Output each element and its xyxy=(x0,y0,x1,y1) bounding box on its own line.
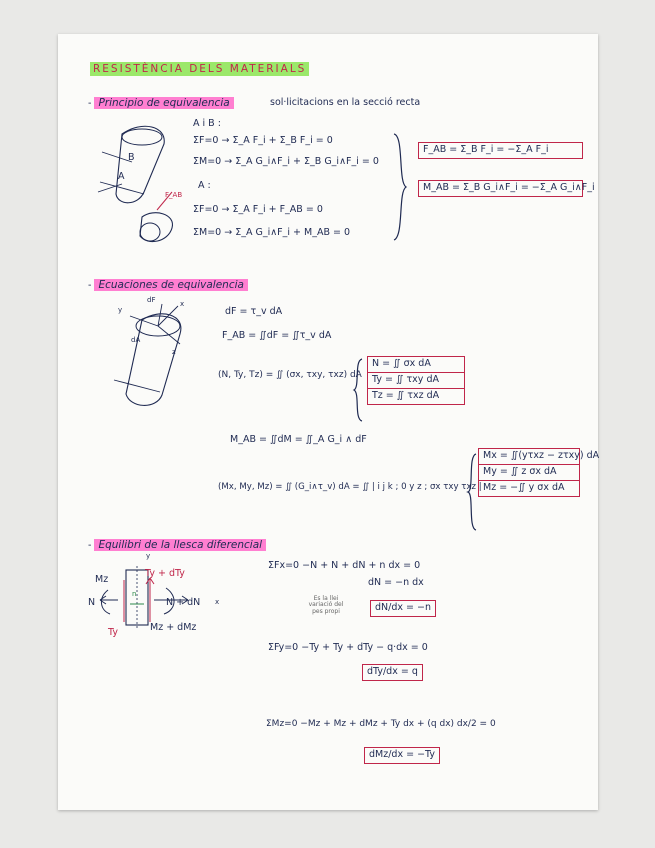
label-N-left: N xyxy=(88,597,96,608)
eq-MAB: M_AB = ∬dM = ∬_A G_i ∧ dF xyxy=(230,434,367,445)
label-dF: dF xyxy=(147,296,156,304)
section-2-heading: Ecuaciones de equivalencia xyxy=(94,279,248,291)
result-dTy-dx: dTy/dx = q xyxy=(362,664,423,681)
result-Ty: Ty = ∬ τxy dA xyxy=(368,373,464,389)
label-y-2: y xyxy=(118,306,123,314)
section-3-heading-wrap: - Equilibri de la llesca diferencial xyxy=(88,539,266,552)
case-AB: A i B : xyxy=(193,118,221,129)
label-x-3: x xyxy=(215,598,220,606)
label-N-dN: N + dN xyxy=(166,597,201,608)
result-dMz-dx: dMz/dx = −Ty xyxy=(364,747,440,764)
result-My: My = ∬ z σx dA xyxy=(479,465,579,481)
eq-dF: dF = τ_v dA xyxy=(225,306,283,317)
eq-dN: dN = −n dx xyxy=(368,577,424,588)
eq-sum-F-AB: ΣF=0 → Σ_A F_i + Σ_B F_i = 0 xyxy=(193,135,333,146)
result-Tz: Tz = ∬ τxz dA xyxy=(372,389,440,401)
result-Mx: Mx = ∬(yτxz − zτxy) dA xyxy=(479,449,579,465)
result-dN-dx: dN/dx = −n xyxy=(370,600,436,617)
eq-FAB-integral: F_AB = ∬dF = ∬τ_v dA xyxy=(222,330,332,341)
section-1-heading-wrap: - Principio de equivalencia xyxy=(88,97,234,110)
section-2-heading-wrap: - Ecuaciones de equivalencia xyxy=(88,279,248,292)
label-dA: dA xyxy=(131,336,141,344)
label-FAB: F_AB xyxy=(165,191,183,199)
beam-sketch-1 xyxy=(92,122,192,252)
eq-sum-F-A: ΣF=0 → Σ_A F_i + F_AB = 0 xyxy=(193,204,323,215)
case-A: A : xyxy=(198,180,211,191)
force-results-box xyxy=(367,356,465,405)
eq-vector-forces: (N, Ty, Tz) = ∬ (σx, τxy, τxz) dA xyxy=(218,370,362,380)
section-1-subtitle: sol·licitacions en la secció recta xyxy=(270,97,421,108)
label-y-3: y xyxy=(146,552,151,560)
label-n: n xyxy=(132,590,137,598)
label-Mz-dMz: Mz + dMz xyxy=(150,622,197,633)
section-1-heading: Principio de equivalencia xyxy=(94,97,233,109)
brace-2 xyxy=(352,357,366,423)
eq-sum-Fx: ΣFx=0 −N + N + dN + n dx = 0 xyxy=(268,560,421,571)
page-title: RESISTÈNCIA DELS MATERIALS xyxy=(90,62,309,76)
eq-vector-moments: (Mx, My, Mz) = ∬ (G_i∧τ_v) dA = ∬ | i j k ; 0 y z ; σx τxy τxz | xyxy=(218,482,482,492)
label-Ty-left: Ty xyxy=(108,627,118,638)
section-3-heading: Equilibri de la llesca diferencial xyxy=(94,539,266,551)
eq-sum-M-AB: ΣM=0 → Σ_A G_i∧F_i + Σ_B G_i∧F_i = 0 xyxy=(193,156,379,167)
result-Mz: Mz = −∬ y σx dA xyxy=(483,481,565,493)
eq-sum-M-A: ΣM=0 → Σ_A G_i∧F_i + M_AB = 0 xyxy=(193,227,351,238)
label-A: A xyxy=(118,171,125,182)
result-FAB: F_AB = Σ_B F_i = −Σ_A F_i xyxy=(418,142,583,159)
label-Ty-dTy: Ty + dTy xyxy=(145,568,185,579)
beam-sketch-2 xyxy=(100,300,210,415)
result-N: N = ∬ σx dA xyxy=(368,357,464,373)
brace-1 xyxy=(390,132,410,242)
result-MAB: M_AB = Σ_B G_i∧F_i = −Σ_A G_i∧F_i xyxy=(418,180,583,197)
label-Mz-left: Mz xyxy=(95,574,109,585)
label-x-2: x xyxy=(180,300,185,308)
eq-sum-Mz: ΣMz=0 −Mz + Mz + dMz + Ty dx + (q dx) dx/2 = 0 xyxy=(266,719,496,729)
note-self-weight: Es la llei variació del pes propi xyxy=(308,595,344,615)
label-B: B xyxy=(128,152,135,163)
label-z-2: z xyxy=(172,348,176,356)
eq-sum-Fy: ΣFy=0 −Ty + Ty + dTy − q·dx = 0 xyxy=(268,642,428,653)
moment-results-box xyxy=(478,448,600,497)
